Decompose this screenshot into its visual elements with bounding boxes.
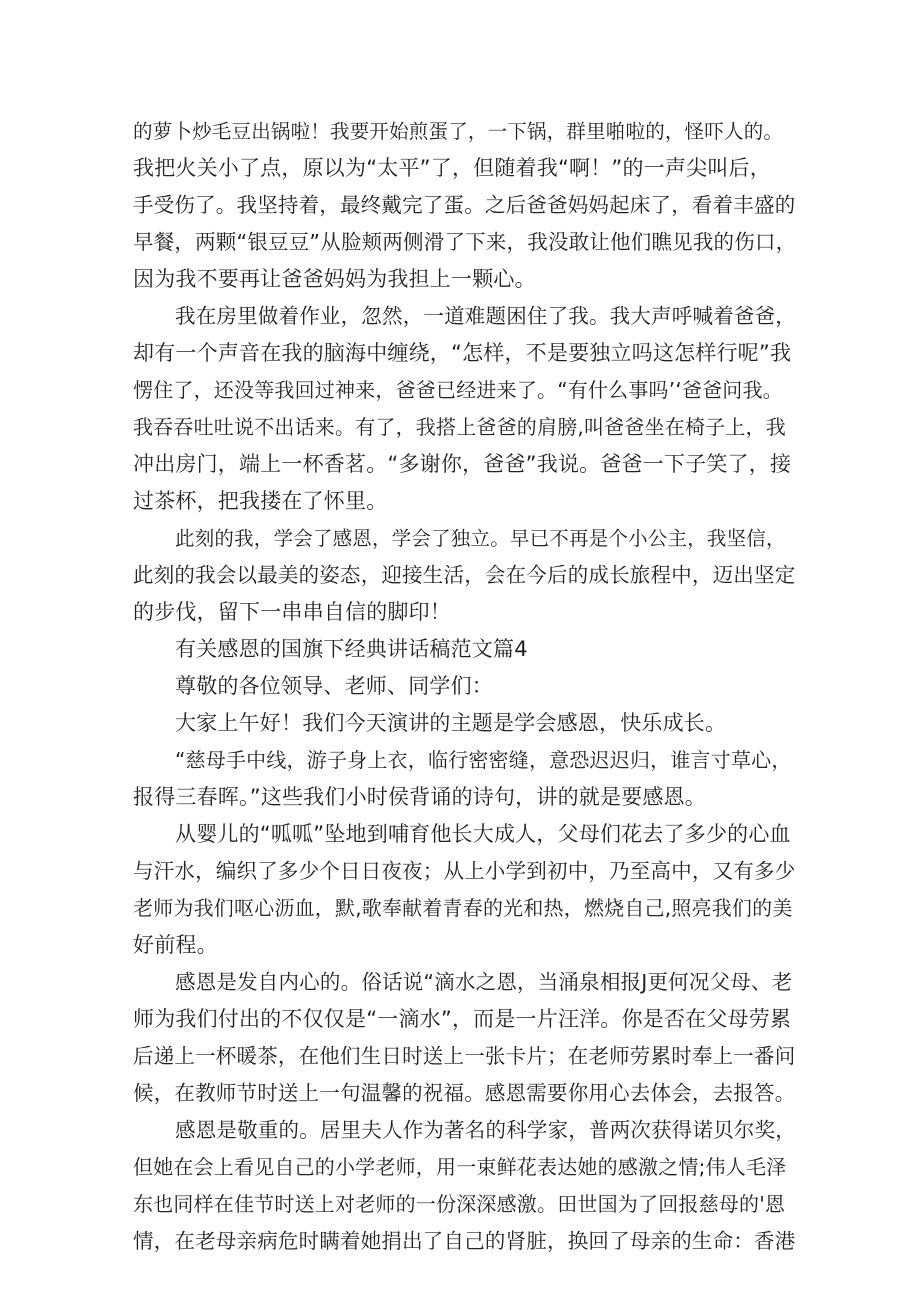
text-line: “慈母手中线，游子身上衣，临行密密缝，意恐迟迟归，谁言寸草心，	[175, 748, 792, 772]
text-line: 候，在教师节时送上一句温馨的祝福。感恩需要你用心去体会，去报答。	[133, 1081, 796, 1105]
paragraph-p2	[133, 298, 797, 520]
text-line: 我吞吞吐吐说不出话来。有了，我搭上爸爸的肩膀,叫爸爸坐在椅子上，我	[133, 415, 786, 439]
text-line: 报得三春晖。”这些我们小时侯背诵的诗句，讲的就是要感恩。	[133, 785, 706, 809]
text-line: 但她在会上看见自己的小学老师，用一束鲜花表达她的感激之情;伟人毛泽	[133, 1155, 787, 1179]
paragraph-p7	[133, 742, 797, 816]
text-line: 此刻的我，学会了感恩，学会了独立。早已不再是个小公主，我坚信，	[175, 527, 786, 550]
text-line: 感恩是敬重的。居里夫人作为著名的科学家，普两次获得诺贝尔奖，	[175, 1118, 796, 1142]
text-line: 却有一个声音在我的脑海中缠绕，“怎样，不是要独立吗这怎样行呢”我	[133, 341, 792, 365]
text-line: 老师为我们呕心沥血，默,歌奉献着青春的光和热，燃烧自己,照亮我们的美	[133, 896, 793, 920]
text-line: 后递上一杯暖茶，在他们生日时送上一张卡片；在老师劳累时奉上一番问	[133, 1044, 796, 1068]
paragraph-p9	[133, 964, 797, 1112]
text-line: 与汗水，编织了多少个日日夜夜；从上小学到初中，乃至高中，又有多少	[133, 859, 796, 883]
text-line: 有关感恩的国旗下经典讲话稿范文篇4	[175, 637, 528, 661]
text-line: 因为我不要再让爸爸妈妈为我担上一颗心。	[133, 267, 536, 291]
text-line: 此刻的我会以最美的姿态，迎接生活，会在今后的成长旅程中，迈出坚定	[133, 563, 796, 587]
paragraph-p3	[133, 520, 797, 631]
paragraph-p4	[133, 631, 797, 668]
text-line: 大家上午好！我们今天演讲的主题是学会感恩，快乐成长。	[175, 711, 727, 735]
text-line: 我把火关小了点，原以为“太平”了，但随着我“啊！”的一声尖叫后，	[133, 156, 771, 180]
text-line: 的步伐，留下一串串自信的脚印！	[133, 600, 451, 624]
text-line: 早餐，两颗“银豆豆”从脸颊两侧滑了下来，我没敢让他们瞧见我的伤口，	[133, 230, 797, 254]
document-body	[133, 113, 797, 1260]
paragraph-p6	[133, 705, 797, 742]
text-line: 情，在老母亲病危时瞒着她捐出了自己的肾脏，换回了母亲的生命：香港	[133, 1229, 796, 1253]
text-line: 感恩是发自内心的。俗话说“滴水之恩，当涌泉相报J更何况父母、老	[175, 970, 793, 994]
text-line: 的萝卜炒毛豆出锅啦！我要开始煎蛋了，一下锅，群里啪啦的，怪吓人的。	[133, 120, 784, 143]
text-line: 我在房里做着作业，忽然，一道难题困住了我。我大声呼喊着爸爸，	[175, 304, 796, 328]
paragraph-p10	[133, 1112, 797, 1260]
text-line: 冲出房门，端上一杯香茗。“多谢你，爸爸”我说。爸爸一下子笑了，接	[133, 452, 792, 476]
text-line: 从婴儿的“呱呱”坠地到哺育他长大成人，父母们花去了多少的心血	[175, 822, 791, 846]
text-line: 东也同样在佳节时送上对老师的一份深深感激。田世国为了回报慈母的'恩	[133, 1192, 786, 1216]
text-line: 过茶杯，把我搂在了怀里。	[133, 489, 388, 513]
text-line: 手受伤了。我坚持着，最终戴完了蛋。之后爸爸妈妈起床了，看着丰盛的	[133, 193, 796, 217]
paragraph-p5	[133, 668, 797, 705]
text-line: 尊敬的各位领导、老师、同学们：	[175, 674, 493, 698]
paragraph-p1	[133, 113, 797, 298]
text-line: 师为我们付出的不仅仅是“一滴水”，而是一片汪洋。你是否在父母劳累	[133, 1007, 792, 1031]
text-line: 愣住了，还没等我回过神来，爸爸已经进来了。“有什么事吗’‘爸爸问我。	[133, 378, 783, 402]
text-line: 好前程。	[133, 933, 218, 957]
paragraph-p8	[133, 816, 797, 964]
